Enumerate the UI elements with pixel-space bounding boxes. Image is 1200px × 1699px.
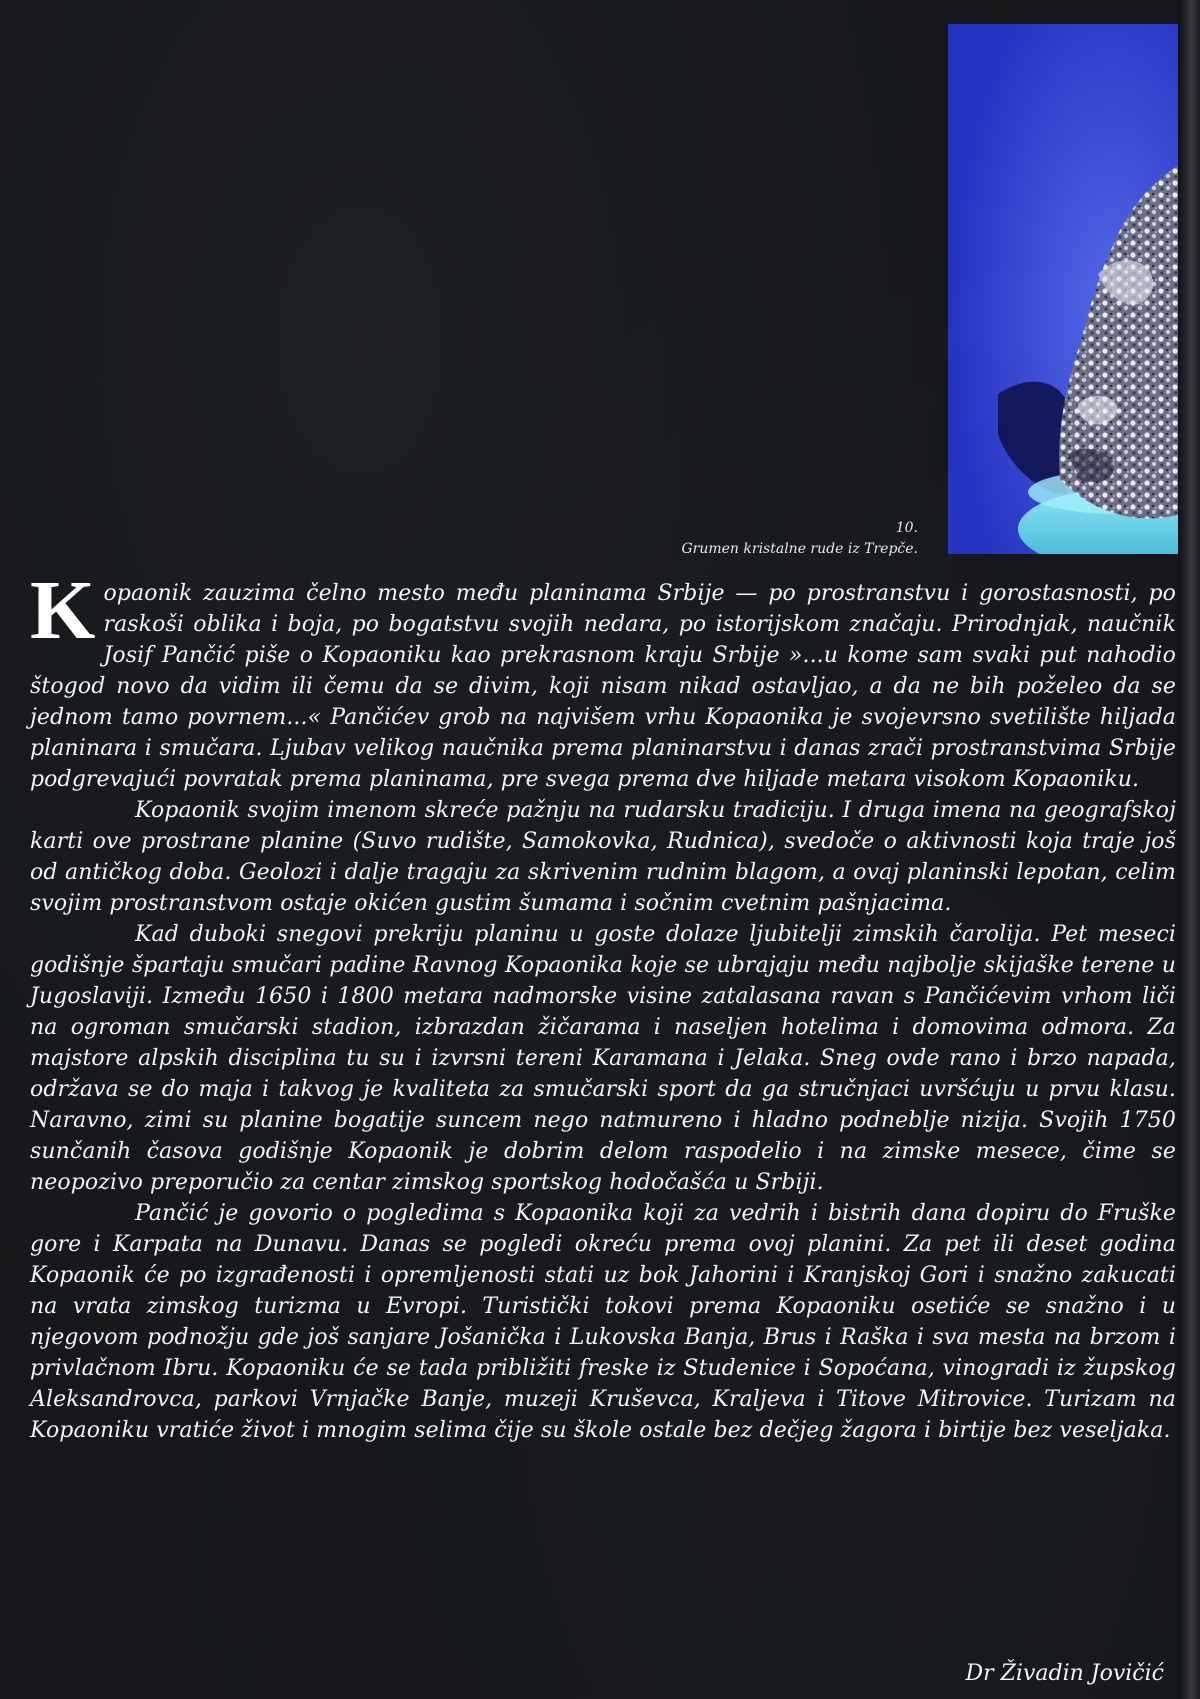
article-body: [30, 564, 1176, 1446]
binding-edge: [1178, 0, 1200, 1699]
paragraph-text: opaonik zauzima čelno mesto među planinama Srbije — po prostranstvu i gorostasnosti, po raskoši oblika i boja, po bogatstvu svojih nedara, po istorijskom značaju. Prirodnjak, naučnik Josif Pančić piše o Kopaoniku kao prekrasnom kraju Srbije »...u kome sam svaki put nahodio štogod novo da vidim ili čemu da se divim, koji nisam nikad ostavljao, a da ne bih poželeo da se jednom tamo povrnem...« Pančićev grob na najvišem vrhu Kopaonika je svojevrsno svetilište hiljada planinara i smučara. Ljubav velikog naučnika prema planinarstvu i danas zrači prostranstvima Srbije podgrevajući povratak prema planinama, pre svega prema dve hiljade metara visokom Kopaoniku.: [30, 581, 1176, 792]
author-signature: Dr Živadin Jovičić: [965, 1661, 1164, 1686]
article-paragraph: Kad duboki snegovi prekriju planinu u goste dolaze ljubitelji zimskih čarolija. Pet meseci godišnje špartaju smučari padine Ravnog Kopaonika koje se ubrajaju među najbolje skijaške terene u Jugoslaviji. Između 1650 i 1800 metara nadmorske visine zatalasana ravan s Pančićevim vrhom liči na ogroman smučarski stadion, izbrazdan žičarama i naseljen hotelima i domovima odmora. Za majstore alpskih disciplina tu su i izvrsni tereni Karamana i Jelaka. Sneg ovde rano i brzo napada, održava se do maja i takvog je kvaliteta za smučarski sport da ga stručnjaci uvršćuju u prvu klasu. Naravno, zimi su planine bogatije suncem nego natmureno i hladno podneblje nizija. Svojih 1750 sunčanih časova godišnje Kopaonik je dobrim delom raspodelio i na zimske mesece, čime se neopozivo preporučio za centar zimskog sportskog hodočašća u Srbiji.: [30, 922, 1176, 1195]
photo-caption: [560, 518, 918, 560]
caption-text: Grumen kristalne rude iz Trepče.: [681, 541, 918, 557]
mineral-photo: [948, 24, 1180, 554]
drop-cap: K: [30, 564, 96, 657]
caption-number: 10.: [895, 520, 918, 536]
article-paragraph: Kopaonik svojim imenom skreće pažnju na rudarsku tradiciju. I druga imena na geografskoj karti ove prostrane planine (Suvo rudište, Samokovka, Rudnica), svedoče o aktivnosti koja traje još od antičkog doba. Geolozi i dalje tragaju za skrivenim rudnim blagom, a ovaj planinski lepotan, celim svojim prostranstvom ostaje okićen gustim šumama i sočnim cvetnim pašnjacima.: [30, 798, 1176, 916]
article-paragraph: Pančić je govorio o pogledima s Kopaonika koji za vedrih i bistrih dana dopiru do Fruške gore i Karpata na Dunavu. Danas se pogledi okreću prema ovoj planini. Za pet ili deset godina Kopaonik će po izgrađenosti i opremljenosti stati uz bok Jahorini i Kranjskoj Gori i snažno zakucati na vrata zimskog turizma u Evropi. Turistički tokovi prema Kopaoniku osetiće se snažno i u njegovom podnožju gde još sanjare Jošanička i Lukovska Banja, Brus i Raška i sva mesta na brzom i privlačnom Ibru. Kopaoniku će se tada približiti freske iz Studenice i Sopoćana, vinogradi iz župskog Aleksandrovca, parkovi Vrnjačke Banje, muzeji Kruševca, Kraljeva i Titove Mitrovice. Turizam na Kopaoniku vratiće život i mnogim selima čije su škole ostale bez dečjeg žagora i birtije bez veseljaka.: [30, 1201, 1176, 1443]
article-paragraph: [30, 564, 1176, 795]
